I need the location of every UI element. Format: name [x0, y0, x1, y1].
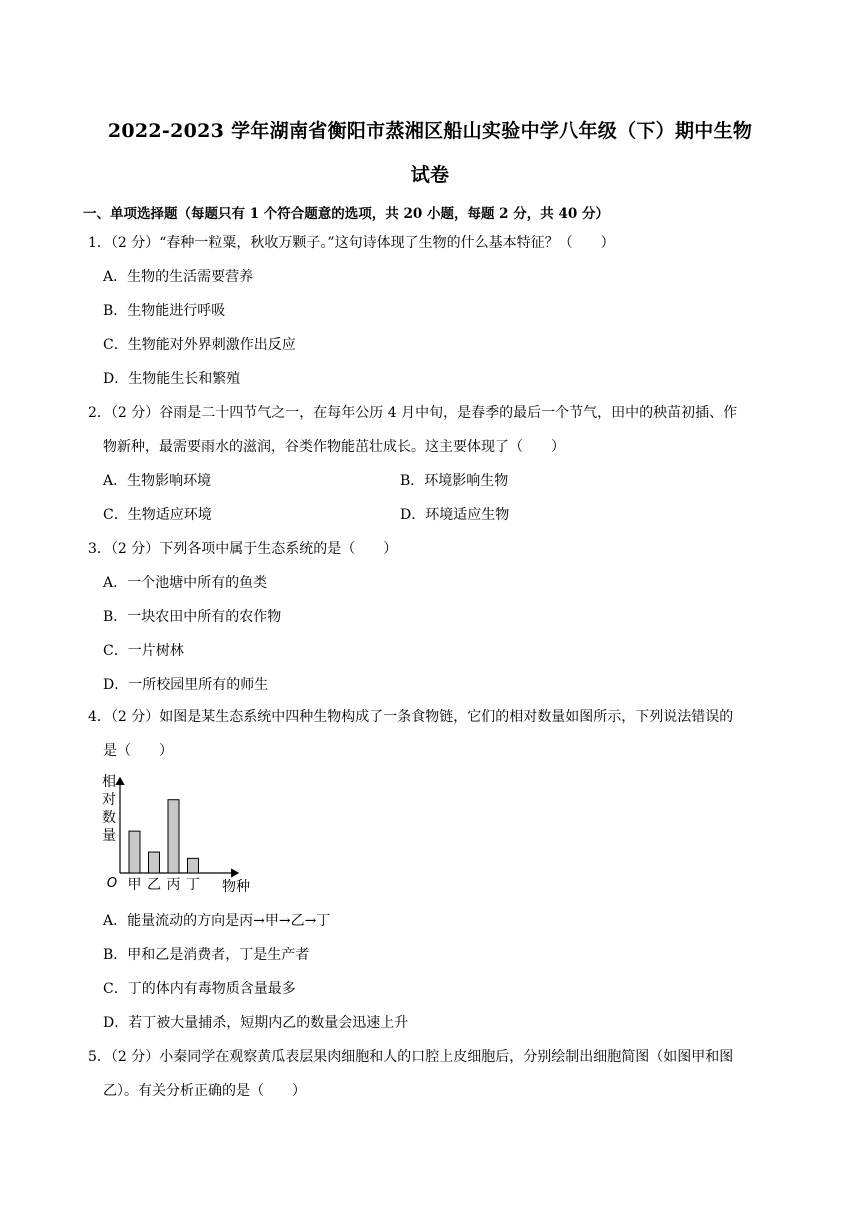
food-chain-bar-chart [98, 770, 268, 898]
bar-乙 [149, 852, 160, 873]
bar-丙 [168, 800, 179, 873]
question-3-option-a: A．一个池塘中所有的鱼类 [103, 575, 268, 591]
question-4-stem-line2: 是（ ） [103, 743, 173, 759]
question-1-stem: 1．（2 分）“春种一粒粟，秋收万颗子。”这句诗体现了生物的什么基本特征？（ ） [88, 235, 615, 251]
section-heading: 一、单项选择题（每题只有 1 个符合题意的选项，共 20 小题，每题 2 分，共 40 分） [83, 206, 609, 222]
question-1-option-c: C．生物能对外界刺激作出反应 [103, 337, 296, 353]
x-tick-label-丁: 丁 [186, 877, 200, 893]
origin-label: O [106, 876, 118, 891]
bars-group [129, 800, 199, 873]
question-4-stem-line1: 4．（2 分）如图是某生态系统中四种生物构成了一条食物链，它们的相对数量如图所示，下列说法错误的 [88, 709, 734, 725]
question-5-stem-line1: 5．（2 分）小秦同学在观察黄瓜表层果肉细胞和人的口腔上皮细胞后，分别绘制出细胞简图（如图甲和图 [88, 1049, 734, 1065]
question-5-stem-line2: 乙）。有关分析正确的是（ ） [103, 1083, 306, 1099]
x-tick-labels-group [128, 877, 201, 893]
bar-丁 [188, 858, 199, 873]
question-1-option-b: B．生物能进行呼吸 [103, 303, 226, 319]
question-2-option-c: C．生物适应环境 [103, 507, 212, 523]
x-axis-label: 物种 [222, 879, 250, 895]
question-4-option-b: B．甲和乙是消费者，丁是生产者 [103, 947, 310, 963]
question-2-stem-line2: 物新种，最需要雨水的滋润，谷类作物能茁壮成长。这主要体现了（ ） [103, 439, 565, 455]
exam-title-line1: 2022-2023 学年湖南省衡阳市蒸湘区船山实验中学八年级（下）期中生物 [107, 120, 753, 142]
x-tick-label-丙: 丙 [166, 877, 181, 893]
question-2-stem-line1: 2．（2 分）谷雨是二十四节气之一，在每年公历 4 月中旬，是春季的最后一个节气，田中的秧苗初插、作 [88, 405, 738, 421]
question-2-option-d: D．环境适应生物 [400, 507, 510, 523]
question-2-option-b: B．环境影响生物 [400, 473, 509, 489]
question-4-option-a: A．能量流动的方向是丙→甲→乙→丁 [103, 913, 331, 929]
question-3-option-d: D．一所校园里所有的师生 [103, 677, 269, 693]
exam-title-line2: 试卷 [410, 164, 450, 186]
question-3-option-c: C．一片树林 [103, 643, 184, 659]
y-axis-label-group [102, 773, 116, 844]
question-3-stem: 3．（2 分）下列各项中属于生态系统的是（ ） [88, 541, 398, 557]
x-tick-label-甲: 甲 [127, 877, 142, 893]
question-4-option-c: C．丁的体内有毒物质含量最多 [103, 981, 296, 997]
question-1-option-d: D．生物能生长和繁殖 [103, 371, 241, 387]
question-4-option-d: D．若丁被大量捕杀，短期内乙的数量会迅速上升 [103, 1015, 409, 1031]
y-axis-label: 相对数量 [102, 774, 116, 844]
bar-甲 [129, 831, 140, 873]
question-3-option-b: B．一块农田中所有的农作物 [103, 609, 282, 625]
question-1-option-a: A．生物的生活需要营养 [103, 269, 254, 285]
question-2-option-a: A．生物影响环境 [103, 473, 212, 489]
x-tick-label-乙: 乙 [147, 877, 161, 893]
